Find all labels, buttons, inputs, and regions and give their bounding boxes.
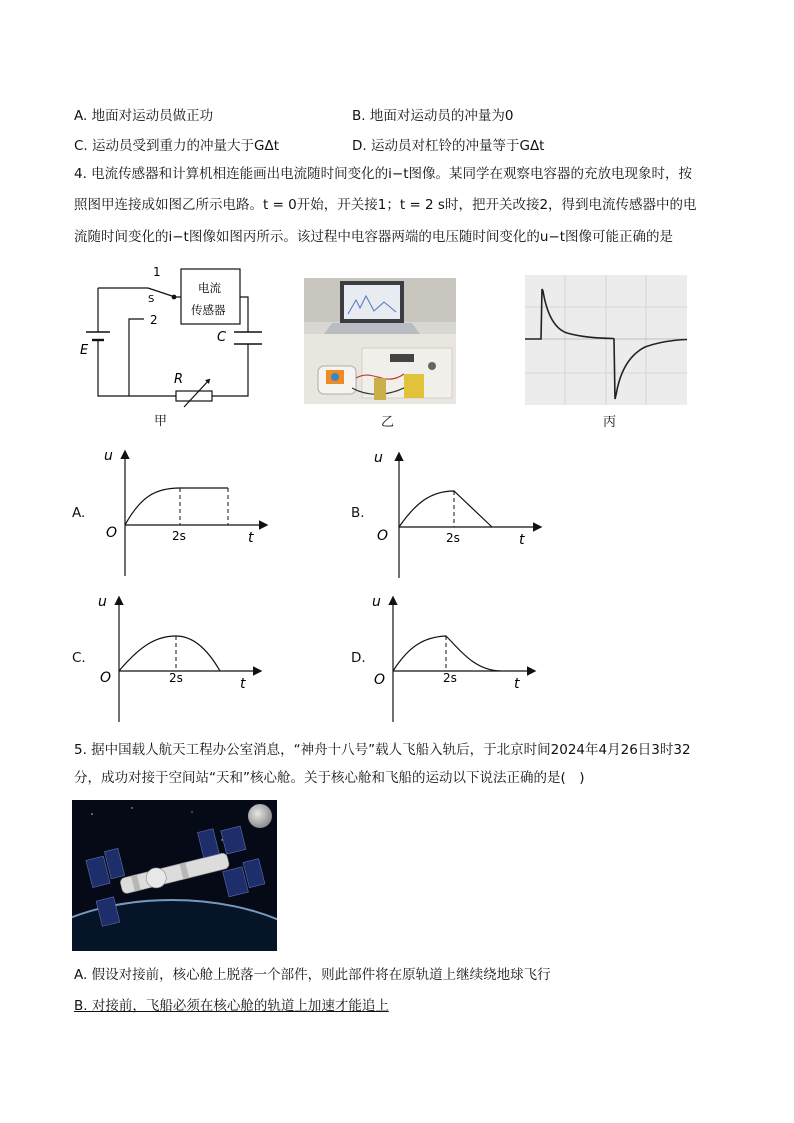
graph-b (370, 446, 550, 580)
graph-b-tick: 2s (446, 531, 460, 545)
q4-stem-line2: 照图甲连接成如图乙所示电路。t = 0开始，开关接1；t = 2 s时，把开关改接2，得到电流传感器中的电 (74, 197, 697, 213)
graph-a-axis-t: t (248, 530, 254, 546)
q5-stem-line1: 5. 据中国载人航天工程办公室消息，“神舟十八号”载人飞船入轨后，于北京时间2024年4月26日3时32 (74, 742, 691, 758)
graph-c-label: C. (72, 650, 86, 666)
graph-c-origin: O (100, 670, 112, 686)
caption-jia: 甲 (154, 414, 168, 429)
graph-c-axis-t: t (240, 676, 246, 692)
graph-d-axis-u: u (372, 594, 381, 610)
resistor-label-r: R (174, 372, 184, 387)
q5-option-b: B. 对接前，飞船必须在核心舱的轨道上加速才能追上 (74, 998, 389, 1014)
graph-a-origin: O (106, 525, 118, 541)
sensor-label-line2: 传感器 (191, 303, 226, 317)
switch-label-s: S (148, 294, 155, 305)
switch-label-1: 1 (153, 265, 161, 279)
q3-option-c: C. 运动员受到重力的冲量大于GΔt (74, 138, 279, 154)
battery-label-e: E (80, 343, 89, 358)
circuit-diagram (70, 262, 290, 412)
sensor-label-line1: 电流 (198, 281, 221, 295)
switch-label-2: 2 (150, 313, 158, 327)
graph-d (364, 590, 544, 724)
caption-bing: 丙 (603, 415, 617, 430)
graph-a-curve (125, 488, 228, 525)
graph-a-axis-u: u (104, 448, 113, 464)
graph-c-curve (119, 636, 220, 671)
graph-c-tick: 2s (169, 671, 183, 685)
graph-b-axis-t: t (519, 532, 525, 548)
current-time-trace (525, 275, 687, 405)
lab-setup-photo (304, 278, 456, 404)
graph-b-axis-u: u (374, 450, 383, 466)
graph-d-axis-t: t (514, 676, 520, 692)
graph-d-label: D. (351, 650, 366, 666)
capacitor-label-c: C (217, 330, 227, 345)
graph-c-axis-u: u (98, 594, 107, 610)
q5-stem-line2: 分，成功对接于空间站“天和”核心舱。关于核心舱和飞船的运动以下说法正确的是( ) (74, 770, 585, 786)
graph-b-origin: O (377, 528, 389, 544)
graph-a-label: A. (72, 505, 86, 521)
graph-d-origin: O (374, 672, 386, 688)
caption-yi: 乙 (381, 415, 395, 430)
graph-b-curve (399, 491, 492, 527)
moon (248, 804, 272, 828)
graph-c (90, 590, 270, 724)
q4-stem-line1: 4. 电流传感器和计算机相连能画出电流随时间变化的i−t图像。某同学在观察电容器的充放电现象时，按 (74, 166, 693, 182)
q3-option-a: A. 地面对运动员做正功 (74, 108, 214, 124)
graph-d-tick: 2s (443, 671, 457, 685)
q3-option-d: D. 运动员对杠铃的冲量等于GΔt (352, 138, 545, 154)
q4-stem-line3: 流随时间变化的i−t图像如图丙所示。该过程中电容器两端的电压随时间变化的u−t图像可能正确的是 (74, 229, 674, 245)
graph-a (96, 444, 276, 578)
space-station-image (72, 800, 277, 951)
q3-option-b: B. 地面对运动员的冲量为0 (352, 108, 514, 124)
graph-a-tick: 2s (172, 529, 186, 543)
q5-option-a: A. 假设对接前，核心舱上脱落一个部件，则此部件将在原轨道上继续绕地球飞行 (74, 967, 551, 983)
graph-b-label: B. (351, 505, 365, 521)
